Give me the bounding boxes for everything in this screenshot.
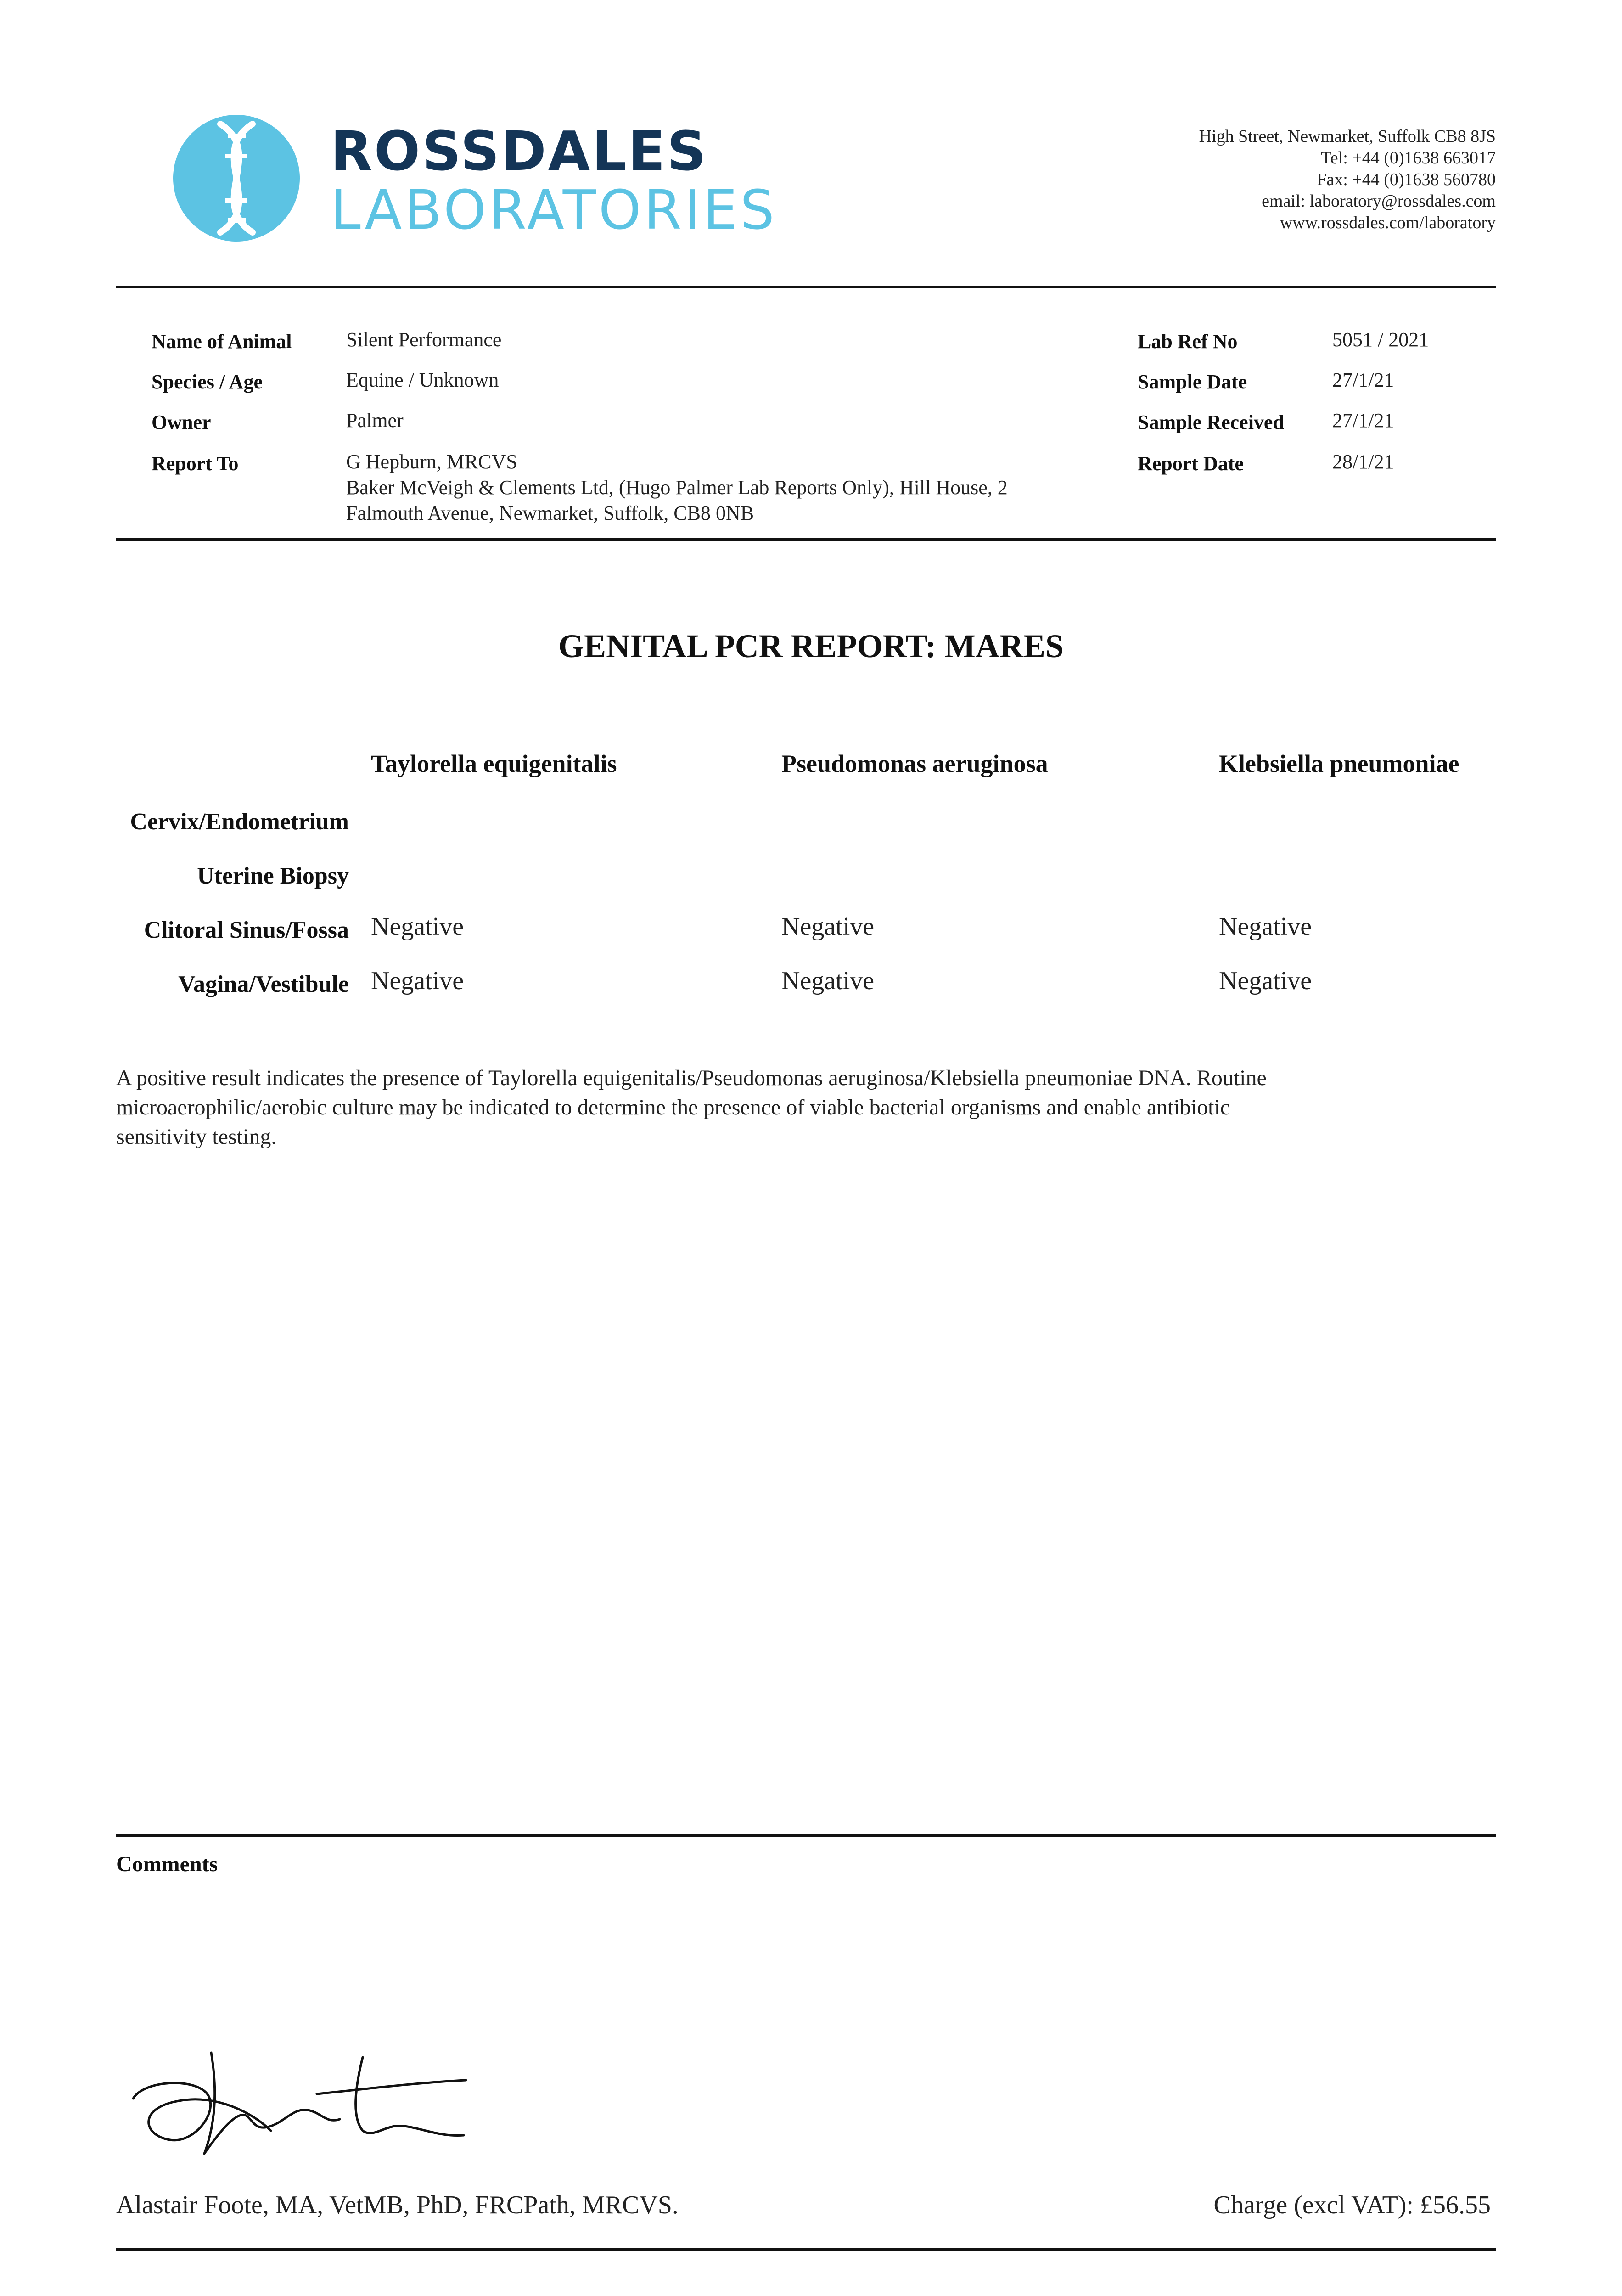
value-sample-date: 27/1/21 — [1332, 369, 1394, 391]
row-header-vagina-vestibule: Vagina/Vestibule — [178, 971, 349, 997]
label-report-date: Report Date — [1138, 452, 1244, 475]
value-name-of-animal: Silent Performance — [346, 328, 502, 351]
contact-tel: Tel: +44 (0)1638 663017 — [1321, 148, 1496, 168]
report-to-line: Baker McVeigh & Clements Ltd, (Hugo Palmer Lab Reports Only), Hill House, 2 — [346, 476, 1008, 499]
signature-image — [124, 2039, 473, 2167]
details-divider — [116, 538, 1496, 541]
label-report-to: Report To — [152, 452, 239, 475]
label-species-age: Species / Age — [152, 371, 263, 393]
row-header-cervix-endometrium: Cervix/Endometrium — [130, 809, 349, 835]
header-divider — [116, 286, 1496, 288]
result-clitoral-taylorella: Negative — [371, 912, 464, 941]
note-line: sensitivity testing. — [116, 1125, 277, 1149]
charge-amount: Charge (excl VAT): £56.55 — [1213, 2191, 1491, 2219]
label-name-of-animal: Name of Animal — [152, 330, 292, 353]
value-report-to — [346, 449, 1008, 526]
row-header-clitoral-sinus-fossa: Clitoral Sinus/Fossa — [144, 917, 349, 943]
comments-divider — [116, 1834, 1496, 1837]
column-header-klebsiella: Klebsiella pneumoniae — [1219, 750, 1459, 777]
contact-address: High Street, Newmarket, Suffolk CB8 8JS — [1199, 127, 1496, 146]
contact-website: www.rossdales.com/laboratory — [1280, 213, 1496, 232]
report-to-line: Falmouth Avenue, Newmarket, Suffolk, CB8 0NB — [346, 502, 754, 524]
brand-name-line1: ROSSDALES — [331, 119, 708, 183]
contact-block — [945, 126, 1496, 234]
result-clitoral-pseudomonas: Negative — [781, 912, 875, 941]
label-sample-received: Sample Received — [1138, 411, 1284, 433]
label-lab-ref-no: Lab Ref No — [1138, 330, 1238, 353]
value-sample-received: 27/1/21 — [1332, 409, 1394, 432]
column-header-pseudomonas: Pseudomonas aeruginosa — [781, 750, 1048, 777]
result-vagina-pseudomonas: Negative — [781, 967, 875, 995]
contact-email: email: laboratory@rossdales.com — [1262, 191, 1496, 211]
label-sample-date: Sample Date — [1138, 371, 1247, 393]
result-vagina-taylorella: Negative — [371, 967, 464, 995]
label-owner: Owner — [152, 411, 211, 433]
contact-fax: Fax: +44 (0)1638 560780 — [1317, 170, 1496, 189]
value-lab-ref-no: 5051 / 2021 — [1332, 328, 1429, 351]
signatory-name: Alastair Foote, MA, VetMB, PhD, FRCPath, MRCVS. — [116, 2191, 679, 2219]
result-clitoral-klebsiella: Negative — [1219, 912, 1312, 941]
logo-dna-icon — [172, 114, 301, 242]
comments-label: Comments — [116, 1852, 218, 1876]
row-header-uterine-biopsy: Uterine Biopsy — [197, 863, 349, 889]
report-to-line: G Hepburn, MRCVS — [346, 450, 517, 473]
value-owner: Palmer — [346, 409, 404, 432]
result-vagina-klebsiella: Negative — [1219, 967, 1312, 995]
footer-divider — [116, 2248, 1496, 2251]
value-species-age: Equine / Unknown — [346, 369, 499, 391]
interpretation-note — [116, 1064, 1498, 1152]
brand-name-line2: LABORATORIES — [331, 178, 777, 242]
column-header-taylorella: Taylorella equigenitalis — [371, 750, 617, 777]
note-line: microaerophilic/aerobic culture may be indicated to determine the presence of viable bacterial organisms and enable antibiotic — [116, 1095, 1230, 1120]
value-report-date: 28/1/21 — [1332, 450, 1394, 473]
report-title: GENITAL PCR REPORT: MARES — [558, 628, 1064, 664]
note-line: A positive result indicates the presence of Taylorella equigenitalis/Pseudomonas aeruginosa/Klebsiella pneumoniae DNA. Routine — [116, 1066, 1267, 1090]
